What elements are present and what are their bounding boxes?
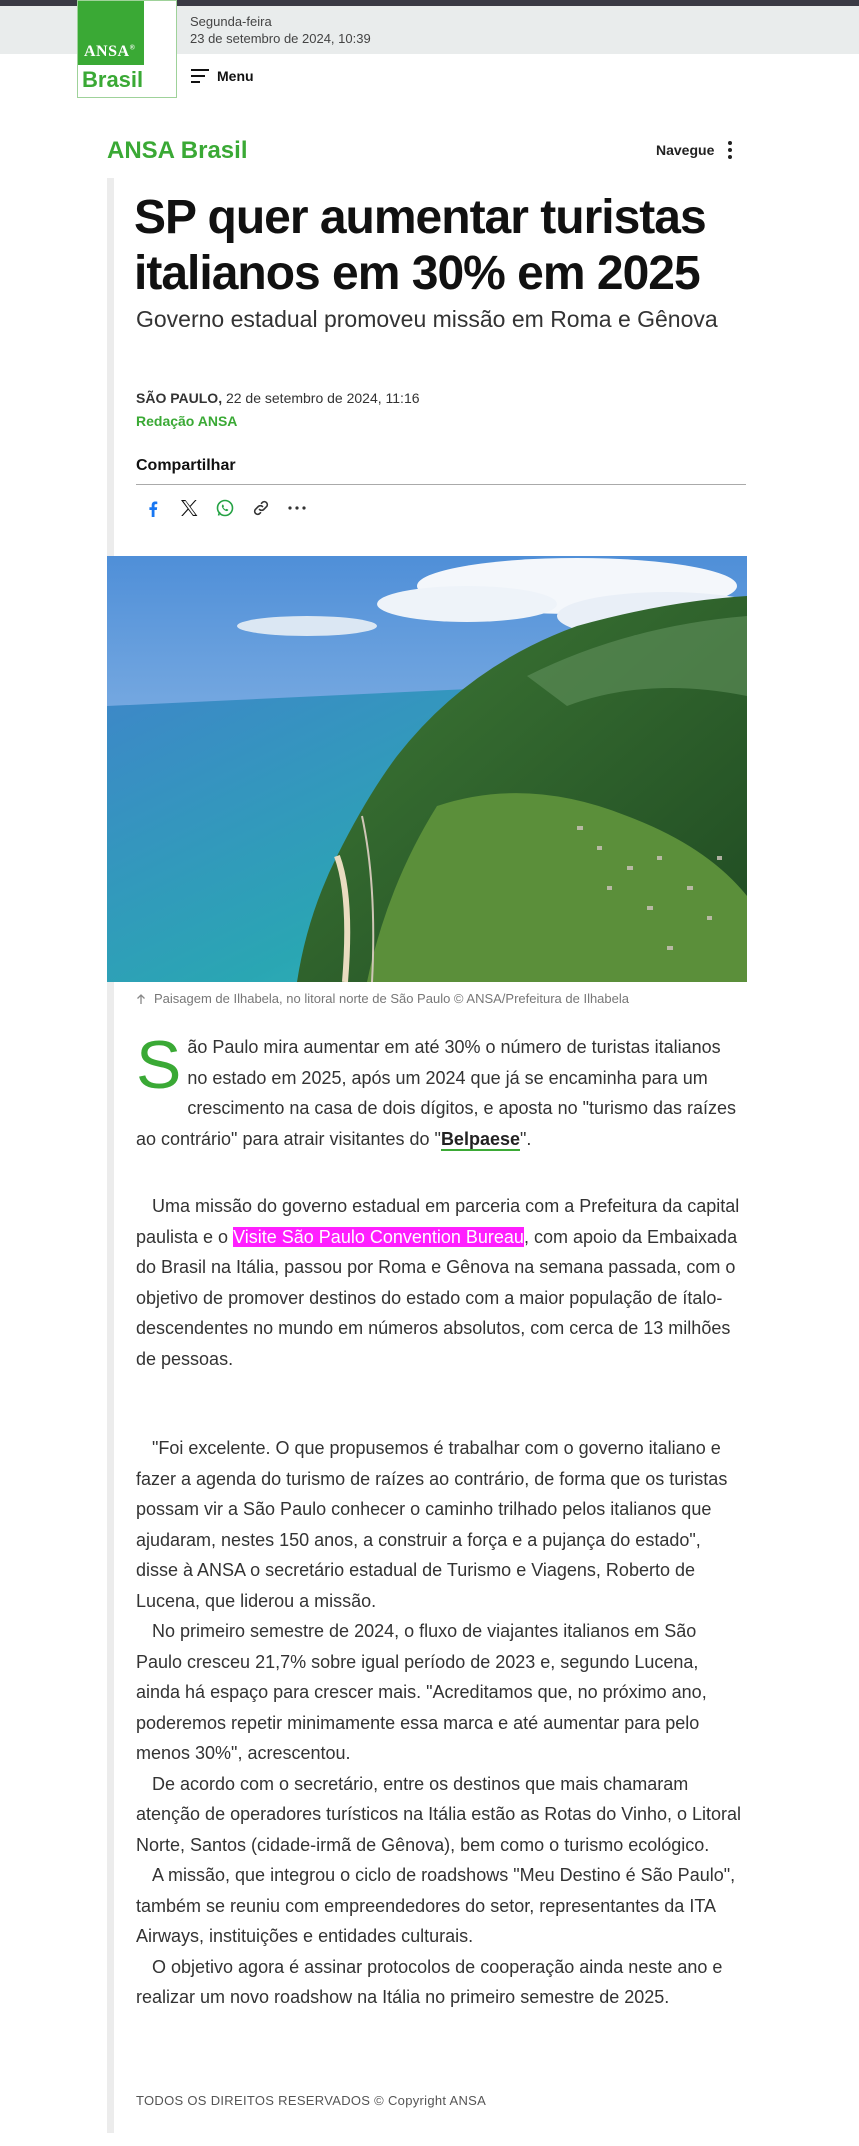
share-divider <box>136 484 746 485</box>
logo-brasil-text: Brasil <box>82 67 144 92</box>
copyright-footer: TODOS OS DIREITOS RESERVADOS © Copyright ANSA <box>136 2093 487 2108</box>
caption-text: Paisagem de Ilhabela, no litoral norte de São Paulo © ANSA/Prefeitura de Ilhabela <box>154 991 629 1006</box>
p1-text: ão Paulo mira aumentar em até 30% o número de turistas italianos no estado em 2025, após um 2024 que já se encaminha para um crescimento na casa de dois dígitos, e aposta no "turismo das raízes ao contrário" para atrair visitantes do " <box>136 1037 737 1149</box>
section-title[interactable]: ANSA Brasil <box>107 137 248 164</box>
share-title: Compartilhar <box>136 457 236 474</box>
article-paragraph: De acordo com o secretário, entre os destinos que mais chamaram atenção de operadores turísticos na Itália estão as Rotas do Vinho, o Litoral Norte, Santos (cidade-irmã de Gênova), bem como o turismo ecológico. <box>136 1773 742 1855</box>
menu-label: Menu <box>217 68 254 84</box>
dateline-date: 22 de setembro de 2024, 11:16 <box>222 390 420 406</box>
more-icon[interactable] <box>286 497 308 519</box>
article-left-rule <box>107 178 114 2133</box>
p2-start: Uma missão do governo estadual em parceria com a Prefeitura da capital paulista e o <box>136 1196 740 1247</box>
article-dateline <box>136 390 420 406</box>
navegue-button[interactable] <box>656 141 732 159</box>
belpaese-link[interactable]: Belpaese <box>440 1128 520 1149</box>
p1-end: ". <box>520 1128 532 1149</box>
link-icon[interactable] <box>250 497 272 519</box>
article-headline: SP quer aumentar turistas italianos em 30% em 2025 <box>134 191 706 300</box>
article-paragraph: O objetivo agora é assinar protocolos de cooperação ainda neste ano e realizar um novo roadshow na Itália no primeiro semestre de 2025. <box>136 1956 723 2007</box>
article-image <box>107 556 747 982</box>
visite-sp-link[interactable]: Visite São Paulo Convention Bureau <box>233 1226 524 1247</box>
dateline-place: SÃO PAULO, <box>136 390 223 406</box>
article-paragraph-1 <box>136 1027 744 1154</box>
drop-cap: S <box>136 1027 182 1103</box>
image-caption <box>136 991 629 1006</box>
menu-button[interactable] <box>191 68 254 84</box>
logo-ansa-text: ANSA® <box>84 43 136 60</box>
share-icons <box>142 497 308 519</box>
article-paragraphs <box>136 1433 744 2013</box>
article-author[interactable]: Redação ANSA <box>136 413 238 429</box>
navegue-label: Navegue <box>656 142 715 158</box>
weekday: Segunda-feira <box>190 14 272 29</box>
article-paragraph: No primeiro semestre de 2024, o fluxo de viajantes italianos em São Paulo cresceu 21,7% sobre igual período de 2023 e, segundo Lucena, ainda há espaço para crescer mais. "Acreditamos que, no próximo ano, poderemos repetir minimamente essa marca e até aumentar para pelo menos 30%", acrescentou. <box>136 1621 707 1763</box>
facebook-icon[interactable] <box>142 497 164 519</box>
kebab-menu-icon <box>728 141 732 159</box>
whatsapp-icon[interactable] <box>214 497 236 519</box>
current-datetime: 23 de setembro de 2024, 10:39 <box>190 31 371 46</box>
hamburger-icon <box>191 69 209 83</box>
p2-end: , com apoio da Embaixada do Brasil na Itália, passou por Roma e Gênova na semana passada, com o objetivo de promover destinos do estado com a maior população de ítalo-descendentes no mundo em números absolutos, com cerca de 13 milhões de pessoas. <box>136 1226 738 1369</box>
article-paragraph-2 <box>136 1191 744 1374</box>
article-subheadline: Governo estadual promoveu missão em Roma e Gênova <box>136 306 718 332</box>
x-icon[interactable] <box>178 497 200 519</box>
arrow-up-icon <box>136 993 146 1005</box>
article-paragraph: A missão, que integrou o ciclo de roadshows "Meu Destino é São Paulo", também se reuniu com empreendedores do setor, representantes da ITA Airways, instituições e entidades culturais. <box>136 1865 736 1946</box>
article-paragraph: "Foi excelente. O que propusemos é trabalhar com o governo italiano e fazer a agenda do turismo de raízes ao contrário, de forma que os turistas possam vir a São Paulo conhecer o caminho trilhado pelos italianos que ajudaram, nestes 150 anos, a construir a força e a pujança do estado", disse à ANSA o secretário estadual de Turismo e Viagens, Roberto de Lucena, que liderou a missão. <box>136 1438 728 1611</box>
ansa-brasil-logo[interactable] <box>77 0 177 98</box>
